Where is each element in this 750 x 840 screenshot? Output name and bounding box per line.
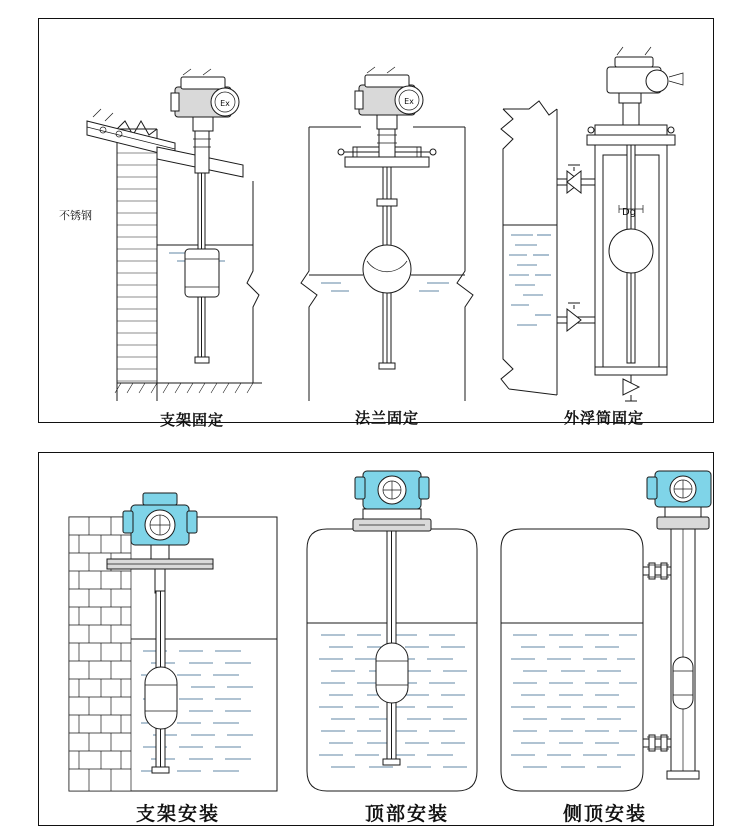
panel-bottom bbox=[38, 452, 714, 826]
figure-bracket-fixed bbox=[57, 31, 267, 401]
figure-external-chamber-fixed bbox=[479, 29, 699, 404]
panel-top bbox=[38, 18, 714, 429]
ex-label-fig1: Ex bbox=[220, 99, 230, 108]
figure-flange-fixed bbox=[287, 31, 487, 401]
ex-label-fig2: Ex bbox=[404, 97, 414, 106]
caption-bracket-mount: 支架安装 bbox=[135, 803, 220, 825]
caption-side-top-mount: 侧顶安装 bbox=[562, 803, 647, 825]
valve-upper bbox=[567, 165, 581, 193]
caption-flange-fixed: 法兰固定 bbox=[354, 409, 419, 427]
dg-label: Dg bbox=[621, 207, 637, 218]
figure-top-mount bbox=[297, 471, 487, 791]
caption-bracket-fixed: 支架固定 bbox=[159, 411, 224, 429]
flange-connector-upper bbox=[647, 563, 669, 579]
caption-external-chamber-fixed: 外浮筒固定 bbox=[563, 409, 644, 427]
figure-side-top-mount bbox=[495, 471, 705, 791]
figure-bracket-mount bbox=[63, 471, 283, 791]
flange-connector-lower bbox=[647, 735, 669, 751]
caption-top-mount: 顶部安装 bbox=[364, 803, 449, 825]
label-stainless-steel: 不锈钢 bbox=[59, 209, 92, 222]
